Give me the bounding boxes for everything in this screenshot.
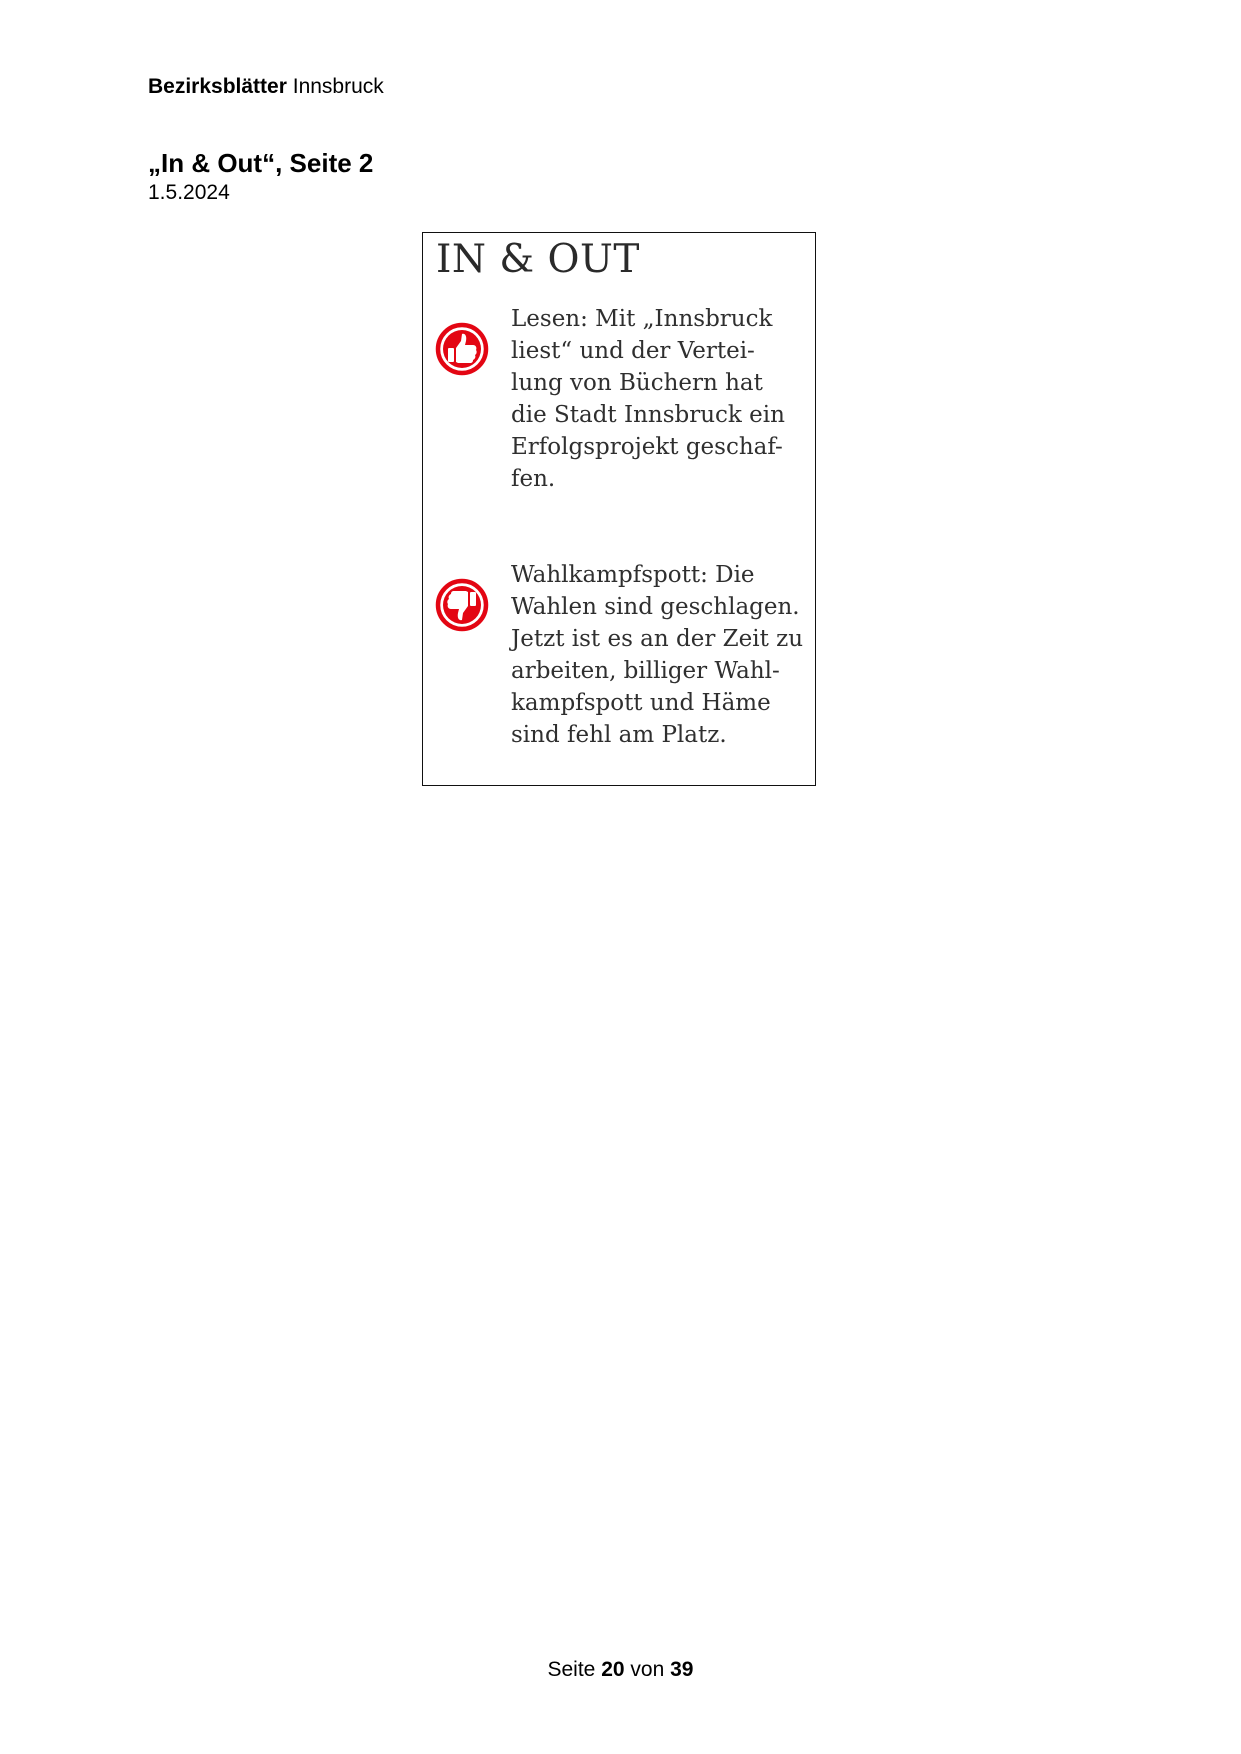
total-page-count: 39: [670, 1658, 694, 1681]
in-item-line: fen.: [511, 466, 556, 492]
thumbs-up-icon: [435, 322, 489, 376]
article-title: „In & Out“, Seite 2: [148, 148, 374, 178]
out-item-line: kampfspott und Häme: [511, 690, 771, 716]
thumbs-down-icon: [435, 578, 489, 632]
out-item-text: [511, 559, 811, 751]
page-label: Seite: [547, 1658, 596, 1681]
publication-name-bold: Bezirksblätter: [148, 75, 287, 98]
article-date: 1.5.2024: [148, 181, 230, 204]
in-item-text: [511, 303, 811, 495]
newspaper-clipping: [422, 232, 816, 786]
page-footer: [0, 1657, 1241, 1683]
current-page-number: 20: [601, 1658, 625, 1681]
in-item-line: Lesen: Mit „Innsbruck: [511, 306, 773, 332]
page-separator: von: [630, 1658, 665, 1681]
out-item-line: Wahlkampfspott: Die: [511, 562, 755, 588]
out-item-line: Jetzt ist es an der Zeit zu: [511, 626, 804, 652]
out-item-line: arbeiten, billiger Wahl-: [511, 658, 780, 684]
publication-name: [148, 74, 384, 100]
in-item-line: lung von Büchern hat: [511, 370, 763, 396]
out-item-line: sind fehl am Platz.: [511, 722, 727, 748]
publication-name-regular: Innsbruck: [292, 75, 384, 98]
clipping-title: IN & OUT: [436, 237, 640, 282]
in-item-line: die Stadt Innsbruck ein: [511, 402, 785, 428]
in-item-line: liest“ und der Vertei-: [511, 338, 755, 364]
out-item-line: Wahlen sind geschlagen.: [511, 594, 800, 620]
in-item-line: Erfolgsprojekt geschaf-: [511, 434, 783, 460]
